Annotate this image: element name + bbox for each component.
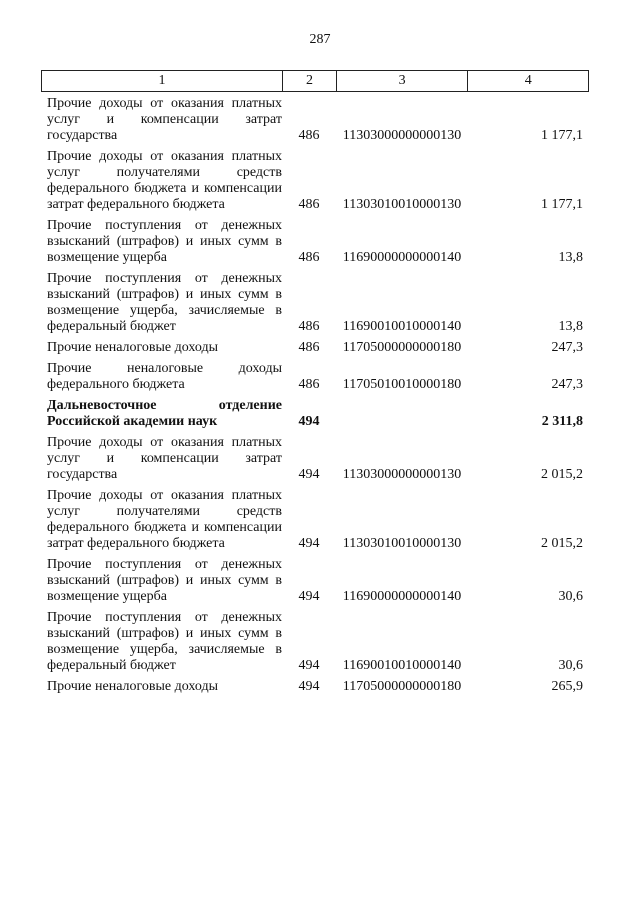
row-sum: 30,6 xyxy=(558,658,583,673)
row-name: Прочие доходы от оказания платных услуг получателями средств федерального бюджета и компенсации затрат федерального бюджета xyxy=(47,149,282,212)
header-col-1: 1 xyxy=(42,71,283,91)
row-sum: 2 311,8 xyxy=(541,414,583,429)
row-kbk-code: 11690000000000140 xyxy=(342,589,462,604)
row-name: Прочие поступления от денежных взысканий (штрафов) и иных сумм в возмещение ущерба, зачисляемые в федеральный бюджет xyxy=(47,271,282,334)
row-kbk-code: 11705010010000180 xyxy=(342,377,462,392)
row-sum: 1 177,1 xyxy=(541,128,583,143)
row-kbk-code: 11705000000000180 xyxy=(342,679,462,694)
row-sum: 13,8 xyxy=(558,319,583,334)
row-name: Прочие неналоговые доходы xyxy=(47,340,219,355)
header-col-3: 3 xyxy=(337,71,469,91)
row-sum: 2 015,2 xyxy=(541,536,583,551)
header-col-4: 4 xyxy=(524,73,532,88)
row-sum: 30,6 xyxy=(558,589,583,604)
row-admin-code: 494 xyxy=(298,658,320,673)
header-col-2: 2 xyxy=(283,71,337,91)
row-admin-code: 486 xyxy=(298,377,320,392)
page-number: 287 xyxy=(309,32,331,47)
row-admin-code: 494 xyxy=(298,589,320,604)
row-name: Прочие доходы от оказания платных услуг и компенсации затрат государства xyxy=(47,96,282,143)
table-row xyxy=(41,610,589,674)
row-admin-code: 494 xyxy=(298,679,320,694)
row-name: Прочие доходы от оказания платных услуг и компенсации затрат государства xyxy=(47,435,282,482)
table-row xyxy=(41,679,589,695)
row-name: Прочие неналоговые доходы xyxy=(47,679,219,694)
table-row xyxy=(41,340,589,356)
row-kbk-code: 11690010010000140 xyxy=(342,319,462,334)
table-row xyxy=(41,149,589,213)
table-row xyxy=(41,361,589,393)
row-kbk-code: 11705000000000180 xyxy=(342,340,462,355)
row-name: Прочие неналоговые доходы федерального бюджета xyxy=(47,361,282,392)
row-sum: 247,3 xyxy=(551,340,583,355)
table-row xyxy=(41,435,589,483)
row-name: Прочие поступления от денежных взысканий (штрафов) и иных сумм в возмещение ущерба xyxy=(47,557,282,604)
table-row xyxy=(41,557,589,605)
row-admin-code: 494 xyxy=(298,414,320,429)
row-sum: 2 015,2 xyxy=(541,467,583,482)
row-admin-code: 486 xyxy=(298,340,320,355)
row-sum: 265,9 xyxy=(551,679,583,694)
row-name: Прочие поступления от денежных взысканий (штрафов) и иных сумм в возмещение ущерба, зачисляемые в федеральный бюджет xyxy=(47,610,282,673)
row-kbk-code: 11303010010000130 xyxy=(342,197,462,212)
row-kbk-code: 11303000000000130 xyxy=(342,467,462,482)
table-row xyxy=(41,398,589,430)
row-kbk-code: 11303010010000130 xyxy=(342,536,462,551)
table-header xyxy=(41,70,589,92)
row-kbk-code: 11690000000000140 xyxy=(342,250,462,265)
row-name: Дальневосточное отделение Российской академии наук xyxy=(47,398,282,429)
table-body xyxy=(41,96,589,700)
row-admin-code: 486 xyxy=(298,197,320,212)
row-sum: 247,3 xyxy=(551,377,583,392)
table-row xyxy=(41,96,589,144)
row-kbk-code: 11690010010000140 xyxy=(342,658,462,673)
table-row xyxy=(41,271,589,335)
row-sum: 13,8 xyxy=(558,250,583,265)
row-admin-code: 486 xyxy=(298,319,320,334)
table-row xyxy=(41,488,589,552)
table-row xyxy=(41,218,589,266)
row-sum: 1 177,1 xyxy=(541,197,583,212)
row-admin-code: 494 xyxy=(298,536,320,551)
row-name: Прочие доходы от оказания платных услуг получателями средств федерального бюджета и компенсации затрат федерального бюджета xyxy=(47,488,282,551)
row-admin-code: 486 xyxy=(298,250,320,265)
row-admin-code: 486 xyxy=(298,128,320,143)
row-admin-code: 494 xyxy=(298,467,320,482)
row-kbk-code: 11303000000000130 xyxy=(342,128,462,143)
row-name: Прочие поступления от денежных взысканий (штрафов) и иных сумм в возмещение ущерба xyxy=(47,218,282,265)
